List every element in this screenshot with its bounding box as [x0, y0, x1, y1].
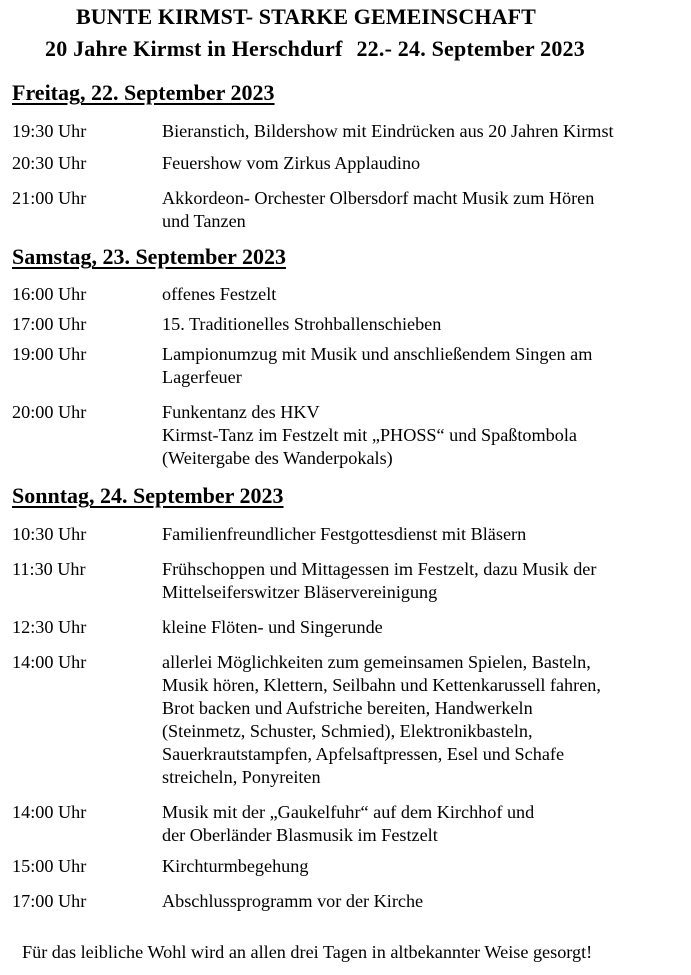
event-description [162, 401, 687, 470]
event-time: 10:30 Uhr [12, 524, 87, 544]
event-description-line: der Oberländer Blasmusik im Festzelt [162, 825, 438, 845]
event-time: 17:00 Uhr [12, 891, 87, 911]
event-description-line: (Steinmetz, Schuster, Schmied), Elektronikbasteln, [162, 721, 533, 741]
event-time: 20:00 Uhr [12, 402, 87, 422]
event-time: 16:00 Uhr [12, 284, 87, 304]
event-description [162, 523, 687, 546]
event-description [162, 187, 687, 233]
event-time: 11:30 Uhr [12, 559, 86, 579]
event-description-line: kleine Flöten- und Singerunde [162, 617, 383, 637]
event-description-line: offenes Festzelt [162, 284, 277, 304]
day-heading-saturday: Samstag, 23. September 2023 [12, 244, 286, 269]
event-time: 14:00 Uhr [12, 652, 87, 672]
event-description-line: Brot backen und Aufstriche bereiten, Handwerkeln [162, 698, 533, 718]
day-heading-sunday: Sonntag, 24. September 2023 [12, 483, 284, 508]
event-description-line: Funkentanz des HKV [162, 402, 320, 422]
header-subtitle [45, 36, 585, 62]
event-description-line: Abschlussprogramm vor der Kirche [162, 891, 424, 911]
event-time: 21:00 Uhr [12, 188, 87, 208]
event-description-line: Kirmst-Tanz im Festzelt mit „PHOSS“ und Spaßtombola [162, 425, 577, 445]
event-time: 19:30 Uhr [12, 121, 87, 141]
event-time: 12:30 Uhr [12, 617, 87, 637]
event-description [162, 313, 687, 336]
day-heading-friday: Freitag, 22. September 2023 [12, 80, 275, 105]
event-description [162, 855, 687, 878]
event-description [162, 801, 687, 847]
event-description-line: Musik hören, Klettern, Seilbahn und Kettenkarussell fahren, [162, 675, 601, 695]
event-description-line: allerlei Möglichkeiten zum gemeinsamen Spielen, Basteln, [162, 652, 591, 672]
event-description-line: streicheln, Ponyreiten [162, 767, 321, 787]
header-subtitle-dates: 22.- 24. September 2023 [356, 36, 585, 61]
event-description-line: Kirchturmbegehung [162, 856, 309, 876]
footer-note: Für das leibliche Wohl wird an allen drei Tagen in altbekannter Weise gesorgt! [22, 942, 593, 962]
event-description-line: Bieranstich, Bildershow mit Eindrücken aus 20 Jahren Kirmst [162, 121, 614, 141]
event-description [162, 616, 687, 639]
event-time: 17:00 Uhr [12, 314, 87, 334]
event-description-line: Frühschoppen und Mittagessen im Festzelt, dazu Musik der [162, 559, 597, 579]
event-description [162, 343, 687, 389]
header-subtitle-event: 20 Jahre Kirmst in Herschdurf [45, 36, 343, 61]
event-description [162, 120, 687, 143]
event-description-line: Sauerkrautstampfen, Apfelsaftpressen, Esel und Schafe [162, 744, 565, 764]
event-description [162, 152, 687, 175]
header-title: BUNTE KIRMST- STARKE GEMEINSCHAFT [76, 4, 536, 29]
event-description-line: Akkordeon- Orchester Olbersdorf macht Musik zum Hören [162, 188, 595, 208]
event-description [162, 890, 687, 913]
event-description-line: und Tanzen [162, 211, 246, 231]
event-description-line: Feuershow vom Zirkus Applaudino [162, 153, 421, 173]
event-description-line: 15. Traditionelles Strohballenschieben [162, 314, 442, 334]
event-time: 14:00 Uhr [12, 802, 87, 822]
event-description-line: Lampionumzug mit Musik und anschließendem Singen am [162, 344, 593, 364]
event-description [162, 651, 687, 789]
event-time: 20:30 Uhr [12, 153, 87, 173]
event-description-line: Mittelseiferswitzer Bläservereinigung [162, 582, 438, 602]
event-description [162, 558, 687, 604]
event-description-line: Musik mit der „Gaukelfuhr“ auf dem Kirchhof und [162, 802, 535, 822]
event-description [162, 283, 687, 306]
event-time: 19:00 Uhr [12, 344, 87, 364]
event-description-line: Familienfreundlicher Festgottesdienst mit Bläsern [162, 524, 527, 544]
event-time: 15:00 Uhr [12, 856, 87, 876]
event-description-line: Lagerfeuer [162, 367, 242, 387]
event-description-line: (Weitergabe des Wanderpokals) [162, 448, 393, 468]
